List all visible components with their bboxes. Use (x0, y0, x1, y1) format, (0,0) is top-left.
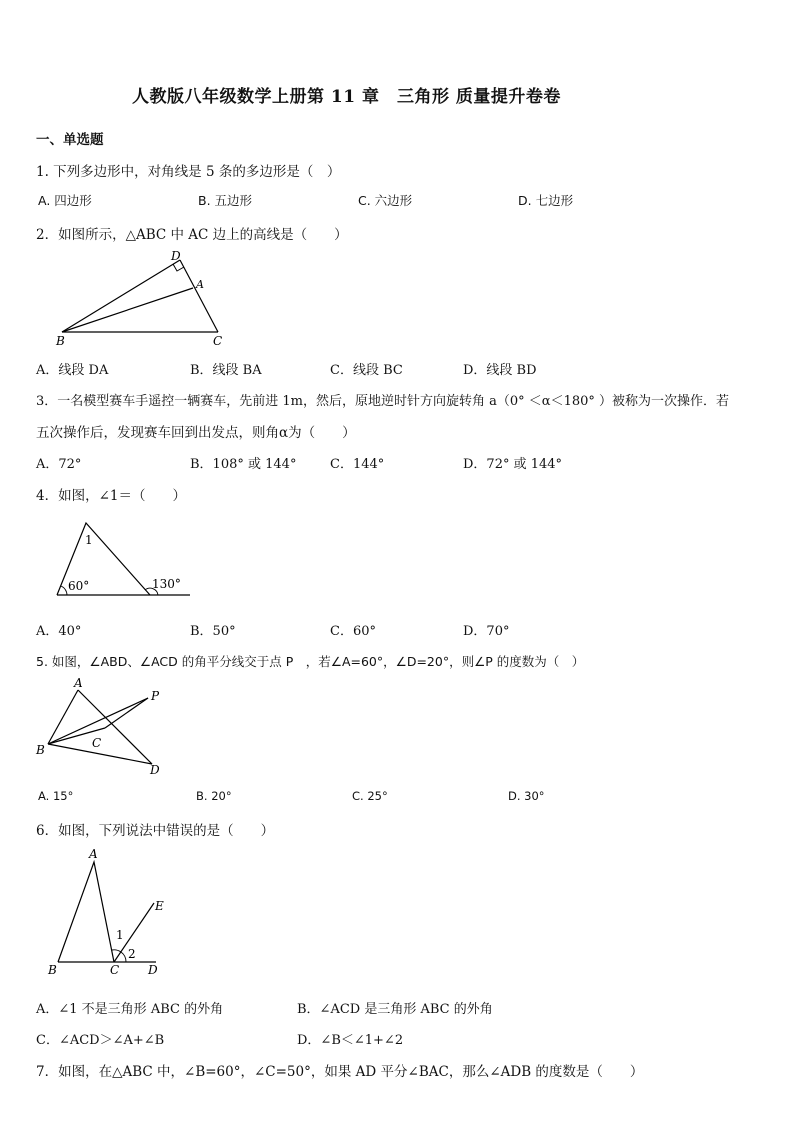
q6-triangle-sides (58, 862, 114, 962)
q6-label-angle2: 2 (128, 947, 136, 961)
q1-option-a[interactable]: A. 四边形 (38, 193, 92, 208)
q2-option-a[interactable]: A．线段 DA (36, 363, 109, 378)
q4-label-130: 130° (152, 577, 181, 591)
q4-option-d[interactable]: D．70° (463, 624, 510, 639)
page-title: 人教版八年级数学上册第 11 章 三角形 质量提升卷卷 (132, 87, 561, 107)
q2-label-c: C (213, 334, 223, 348)
question-5-stem: 5. 如图，∠ABD、∠ACD 的角平分线交于点 P ，若∠A=60°，∠D=20°，则∠P 的度数为（ ） (36, 654, 585, 669)
q5-option-b[interactable]: B. 20° (196, 789, 232, 803)
q4-label-angle1: 1 (85, 533, 93, 547)
q5-label-c: C (92, 736, 102, 750)
q2-label-d: D (171, 249, 181, 263)
q1-option-c[interactable]: C. 六边形 (358, 193, 413, 208)
q6-label-angle1: 1 (116, 928, 124, 942)
q5-option-a[interactable]: A. 15° (38, 789, 74, 803)
q2-label-a: A (196, 278, 204, 291)
q6-label-e: E (155, 899, 164, 913)
q2-label-b: B (56, 334, 65, 348)
q5-option-c[interactable]: C. 25° (352, 789, 388, 803)
q2-line-dc (180, 260, 218, 332)
q5-option-d[interactable]: D. 30° (508, 789, 545, 803)
q2-option-c[interactable]: C．线段 BC (330, 363, 403, 378)
q6-option-c[interactable]: C．∠ACD＞∠A+∠B (36, 1033, 165, 1048)
q4-option-c[interactable]: C．60° (330, 624, 376, 639)
q2-line-ba (62, 288, 193, 332)
q4-option-a[interactable]: A．40° (36, 624, 82, 639)
q2-triangle-figure (50, 248, 230, 348)
question-7-stem: 7．如图，在△ABC 中，∠B=60°，∠C=50°，如果 AD 平分∠BAC，那么∠ADB 的度数是（ ） (36, 1064, 644, 1080)
q2-line-bd (62, 260, 180, 332)
q2-option-d[interactable]: D．线段 BD (463, 363, 537, 378)
q5-label-d: D (150, 763, 160, 777)
q1-option-b[interactable]: B. 五边形 (198, 193, 253, 208)
q5-label-p: P (151, 689, 160, 703)
q6-exterior-angle-figure (44, 845, 174, 980)
q6-option-a[interactable]: A．∠1 不是三角形 ABC 的外角 (36, 1002, 224, 1017)
q6-label-d: D (148, 963, 158, 977)
section-heading: 一、单选题 (36, 132, 104, 148)
q1-option-d[interactable]: D. 七边形 (518, 193, 574, 208)
question-6-stem: 6．如图，下列说法中错误的是（ ） (36, 823, 275, 839)
q4-angle-arc-60 (61, 586, 67, 595)
q4-label-60: 60° (68, 579, 90, 593)
q6-label-b: B (48, 963, 57, 977)
q5-line-cp (105, 698, 148, 728)
question-4-stem: 4．如图，∠1＝（ ） (36, 488, 186, 504)
q5-line-ba (48, 690, 78, 744)
q6-label-a: A (89, 847, 98, 861)
q3-option-b[interactable]: B．108° 或 144° (190, 457, 297, 472)
q6-angle-arc-2 (121, 952, 126, 962)
q5-label-b: B (36, 743, 45, 757)
q4-option-b[interactable]: B．50° (190, 624, 236, 639)
q6-option-b[interactable]: B．∠ACD 是三角形 ABC 的外角 (297, 1002, 493, 1017)
question-3-stem-line1: 3．一名模型赛车手遥控一辆赛车，先前进 1m，然后，原地逆时针方向旋转角 a（0° ＜α＜180° ）被称为一次操作．若 (36, 394, 730, 409)
q3-option-d[interactable]: D．72° 或 144° (463, 457, 563, 472)
question-3-stem-line2: 五次操作后，发现赛车回到出发点，则角α为（ ） (36, 425, 356, 441)
question-2-stem: 2．如图所示，△ABC 中 AC 边上的高线是（ ） (36, 227, 348, 243)
q5-label-a: A (74, 676, 83, 690)
q6-label-c: C (110, 963, 120, 977)
q3-option-c[interactable]: C．144° (330, 457, 385, 472)
q2-option-b[interactable]: B．线段 BA (190, 363, 262, 378)
q6-option-d[interactable]: D．∠B＜∠1+∠2 (297, 1033, 404, 1048)
q5-bisector-figure (34, 676, 174, 776)
q6-angle-arc-1 (112, 950, 121, 952)
q3-option-a[interactable]: A．72° (36, 457, 82, 472)
question-1-stem: 1. 下列多边形中，对角线是 5 条的多边形是（ ） (36, 164, 341, 180)
q4-triangle-figure (52, 518, 197, 603)
